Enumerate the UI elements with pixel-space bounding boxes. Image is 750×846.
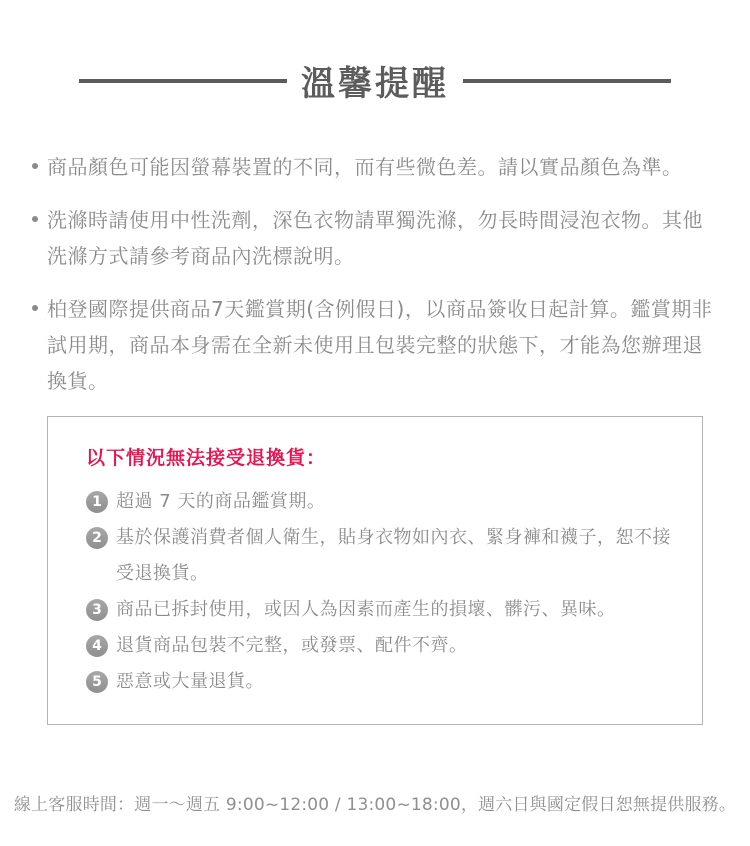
policy-item-2: [86, 520, 672, 592]
notice-item-washing: [30, 202, 722, 274]
return-policy-box: [47, 416, 703, 725]
notice-text: 柏登國際提供商品7天鑑賞期(含例假日)，以商品簽收日起計算。鑑賞期非試用期，商品本身需在全新未使用且包裝完整的狀態下，才能為您辦理退換貨。: [47, 297, 713, 393]
policy-item-text: 商品已拆封使用，或因人為因素而產生的損壞、髒污、異味。: [116, 599, 616, 620]
policy-item-text: 惡意或大量退貨。: [116, 671, 264, 692]
notice-item-trial-period: [30, 291, 722, 399]
number-5-badge-icon: 5: [86, 671, 108, 693]
policy-item-1: [86, 484, 672, 520]
policy-item-text: 退貨商品包裝不完整，或發票、配件不齊。: [116, 635, 468, 656]
bullet-icon: [32, 305, 38, 311]
policy-item-4: [86, 628, 672, 664]
title-row: [0, 56, 750, 105]
reminder-page: [0, 56, 750, 846]
notice-text: 洗滌時請使用中性洗劑，深色衣物請單獨洗滌，勿長時間浸泡衣物。其他洗滌方式請參考商品內洗標說明。: [47, 208, 703, 268]
policy-item-text: 超過 7 天的商品鑑賞期。: [116, 491, 326, 512]
number-2-badge-icon: 2: [86, 527, 108, 549]
number-3-badge-icon: 3: [86, 599, 108, 621]
number-1-badge-icon: 1: [86, 491, 108, 513]
policy-item-text: 基於保護消費者個人衛生，貼身衣物如內衣、緊身褲和襪子，恕不接受退換貨。: [116, 527, 671, 584]
policy-item-3: [86, 592, 672, 628]
notice-item-color-difference: [30, 149, 722, 185]
bullet-icon: [32, 163, 38, 169]
page-title: 溫馨提醒: [301, 64, 449, 104]
notice-text: 商品顏色可能因螢幕裝置的不同，而有些微色差。請以實品顏色為準。: [47, 155, 683, 179]
policy-item-5: [86, 664, 672, 700]
number-4-badge-icon: 4: [86, 635, 108, 657]
title-divider-right: [463, 79, 671, 83]
return-policy-heading: 以下情況無法接受退換貨：: [86, 447, 327, 469]
notice-list: [30, 149, 722, 399]
return-policy-list: [86, 484, 672, 700]
bullet-icon: [32, 216, 38, 222]
title-divider-left: [79, 79, 287, 83]
customer-service-hours: 線上客服時間：週一～週五 9:00~12:00 / 13:00~18:00，週六日與國定假日恕無提供服務。: [13, 795, 737, 815]
